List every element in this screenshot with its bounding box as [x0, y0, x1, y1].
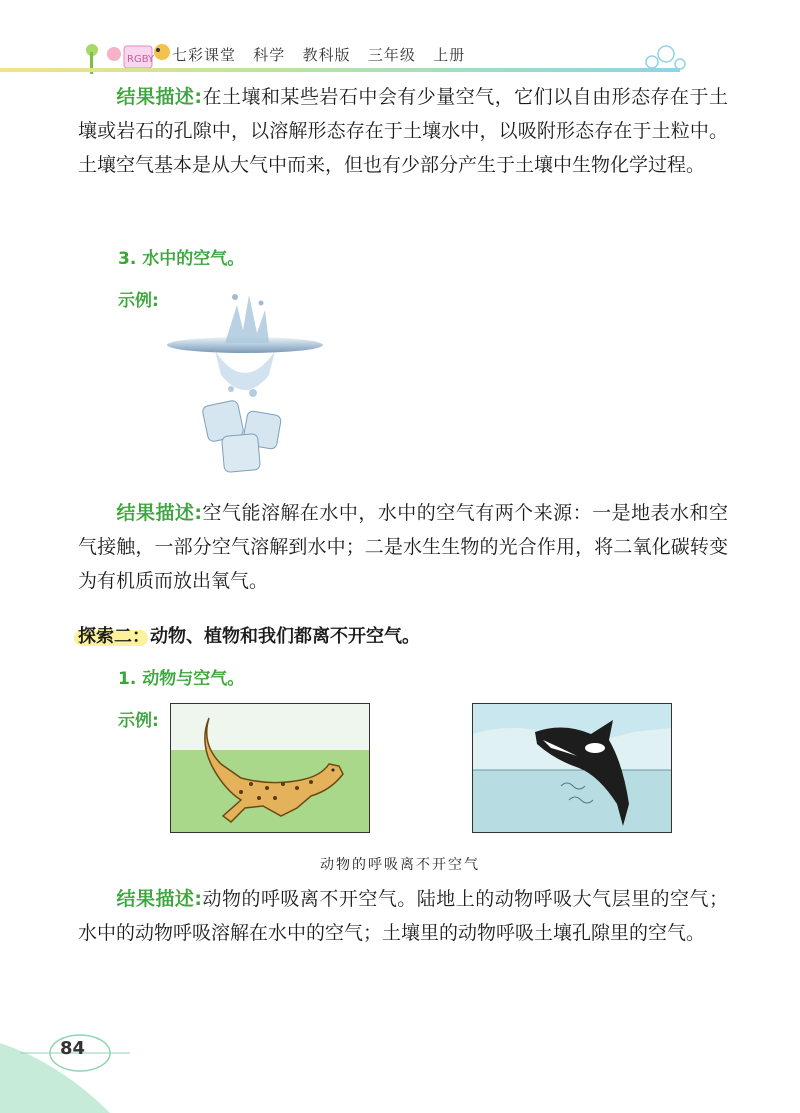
result-paragraph-animals	[78, 882, 728, 950]
header-title: 七彩课堂 科学 教科版 三年级 上册	[172, 46, 466, 64]
footer-decoration	[0, 1023, 200, 1113]
cheetah-icon	[171, 704, 369, 832]
subheading-water: 3. 水中的空气。	[118, 249, 245, 269]
subheading-animals: 1. 动物与空气。	[118, 669, 245, 689]
result-text: 空气能溶解在水中，水中的空气有两个来源：一是地表水和空气接触，一部分空气溶解到水中；二是水生生物的光合作用，将二氧化碳转变为有机质而放出氧气。	[78, 502, 728, 592]
example-label: 示例:	[118, 711, 159, 731]
result-label: 结果描述:	[116, 502, 203, 524]
result-paragraph-water	[78, 496, 728, 598]
orca-icon	[473, 704, 671, 832]
water-splash-image	[165, 285, 325, 485]
result-label: 结果描述:	[116, 888, 203, 910]
svg-text:RGBY: RGBY	[127, 54, 155, 65]
section-heading: 探索二：动物、植物和我们都离不开空气。	[78, 626, 420, 647]
example-label: 示例:	[118, 291, 159, 311]
result-label: 结果描述:	[116, 86, 203, 108]
result-text: 动物的呼吸离不开空气。陆地上的动物呼吸大气层里的空气；水中的动物呼吸溶解在水中的空气；土壤里的动物呼吸土壤孔隙里的空气。	[78, 888, 728, 944]
page-number: 84	[60, 1038, 86, 1059]
figure-caption: 动物的呼吸离不开空气	[320, 857, 480, 873]
header-rule	[0, 68, 680, 72]
result-paragraph-soil	[78, 80, 728, 182]
orca-image	[472, 703, 672, 833]
result-text: 在土壤和某些岩石中会有少量空气，它们以自由形态存在于土壤或岩石的孔隙中，以溶解形态存在于土壤水中，以吸附形态存在于土粒中。土壤空气基本是从大气中而来，但也有少部分产生于土壤中生物化学过程。	[78, 86, 728, 176]
cheetah-image	[170, 703, 370, 833]
bubble-decoration-icon	[640, 38, 700, 78]
page-header	[0, 0, 800, 80]
